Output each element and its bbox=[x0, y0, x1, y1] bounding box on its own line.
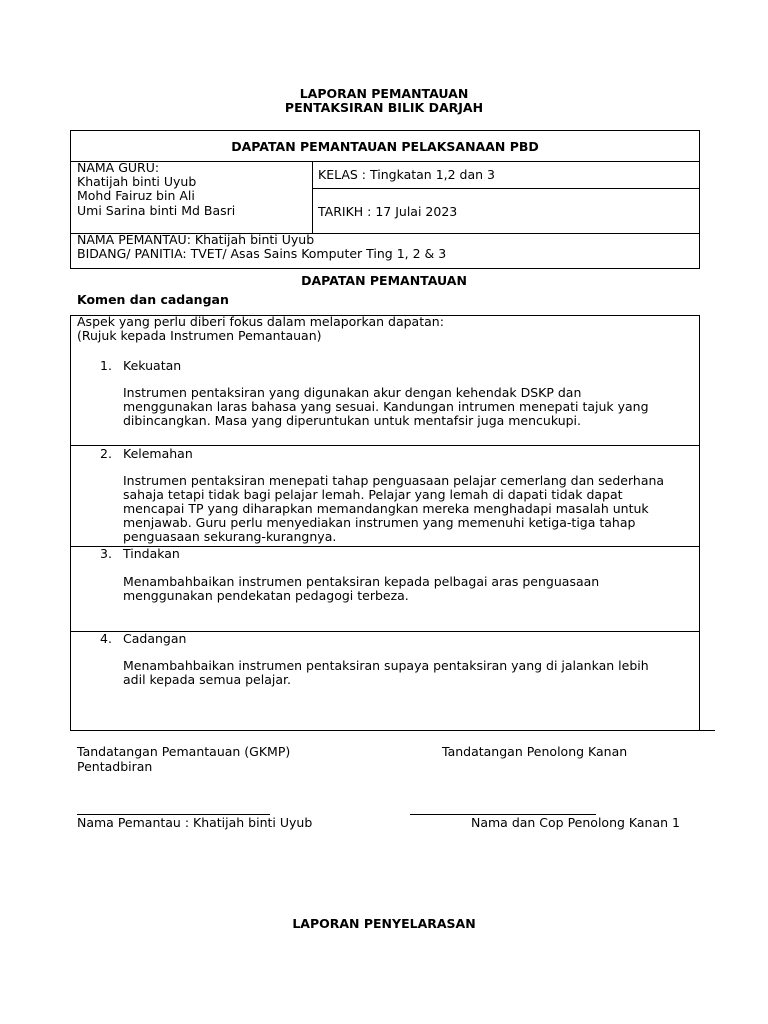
monitor-name-signature: Nama Pemantau : Khatijah binti Uyub bbox=[77, 815, 313, 830]
field-panel: BIDANG/ PANITIA: TVET/ Asas Sains Komputer Ting 1, 2 & 3 bbox=[77, 246, 447, 261]
assistant-principal-name: Nama dan Cop Penolong Kanan 1 bbox=[471, 815, 680, 830]
left-signature-label: Tandatangan Pemantauan (GKMP) bbox=[77, 744, 291, 759]
section-number: 2. bbox=[100, 446, 112, 461]
date-field: TARIKH : 17 Julai 2023 bbox=[318, 204, 458, 219]
coordination-report-title: LAPORAN PENYELARASAN bbox=[292, 916, 476, 931]
section-title-actions: Tindakan bbox=[123, 546, 180, 561]
section-text-line: penguasaan sekurang-kurangnya. bbox=[123, 529, 337, 544]
section-title-weaknesses: Kelemahan bbox=[123, 446, 193, 461]
section-text-line: Instrumen pentaksiran yang digunakan akur dengan kehendak DSKP dan bbox=[123, 385, 582, 400]
findings-heading: DAPATAN PEMANTAUAN bbox=[301, 273, 467, 288]
section-number: 4. bbox=[100, 631, 112, 646]
teacher-name-3: Umi Sarina binti Md Basri bbox=[77, 203, 236, 218]
section-text-line: mencapai TP yang diharapkan memandangkan mereka menghadapi masalah untuk bbox=[123, 501, 649, 516]
section-text-line: menggunakan laras bahasa yang sesuai. Kandungan intrumen menepati tajuk yang bbox=[123, 399, 649, 414]
section-title-suggestions: Cadangan bbox=[123, 631, 187, 646]
teacher-name-1: Khatijah binti Uyub bbox=[77, 174, 197, 189]
report-subtitle: PENTAKSIRAN BILIK DARJAH bbox=[284, 100, 484, 115]
monitor-name: NAMA PEMANTAU: Khatijah binti Uyub bbox=[77, 232, 315, 247]
right-signature-label: Tandatangan Penolong Kanan bbox=[442, 744, 628, 759]
section-text-line: Instrumen pentaksiran menepati tahap penguasaan pelajar cemerlang dan sederhana bbox=[123, 473, 665, 488]
section-text-line: sahaja tetapi tidak bagi pelajar lemah. Pelajar yang lemah di dapati tidak dapat bbox=[123, 487, 623, 502]
findings-subheading: Komen dan cadangan bbox=[77, 292, 229, 307]
left-signature-label-2: Pentadbiran bbox=[77, 759, 153, 774]
section-number: 1. bbox=[100, 358, 112, 373]
teacher-name-2: Mohd Fairuz bin Ali bbox=[77, 188, 195, 203]
section-title-strengths: Kekuatan bbox=[123, 358, 182, 373]
report-title: LAPORAN PEMANTAUAN bbox=[299, 86, 469, 101]
section-text-line: Menambahbaikan instrumen pentaksiran kepada pelbagai aras penguasaan bbox=[123, 574, 600, 589]
section-text-line: adil kepada semua pelajar. bbox=[123, 672, 291, 687]
section-number: 3. bbox=[100, 546, 112, 561]
findings-intro-2: (Rujuk kepada Instrumen Pemantauan) bbox=[77, 328, 322, 343]
section-text-line: Menambahbaikan instrumen pentaksiran supaya pentaksiran yang di jalankan lebih bbox=[123, 658, 649, 673]
table-title: DAPATAN PEMANTAUAN PELAKSANAAN PBD bbox=[231, 139, 539, 154]
section-text-line: menjawab. Guru perlu menyediakan instrumen yang memenuhi ketiga-tiga tahap bbox=[123, 515, 636, 530]
class-field: KELAS : Tingkatan 1,2 dan 3 bbox=[318, 167, 496, 182]
findings-intro-1: Aspek yang perlu diberi fokus dalam melaporkan dapatan: bbox=[77, 314, 444, 329]
teacher-name-label: NAMA GURU: bbox=[77, 160, 160, 175]
section-text-line: dibincangkan. Masa yang diperuntukan untuk mentafsir juga mencukupi. bbox=[123, 413, 582, 428]
section-text-line: menggunakan pendekatan pedagogi terbeza. bbox=[123, 588, 409, 603]
